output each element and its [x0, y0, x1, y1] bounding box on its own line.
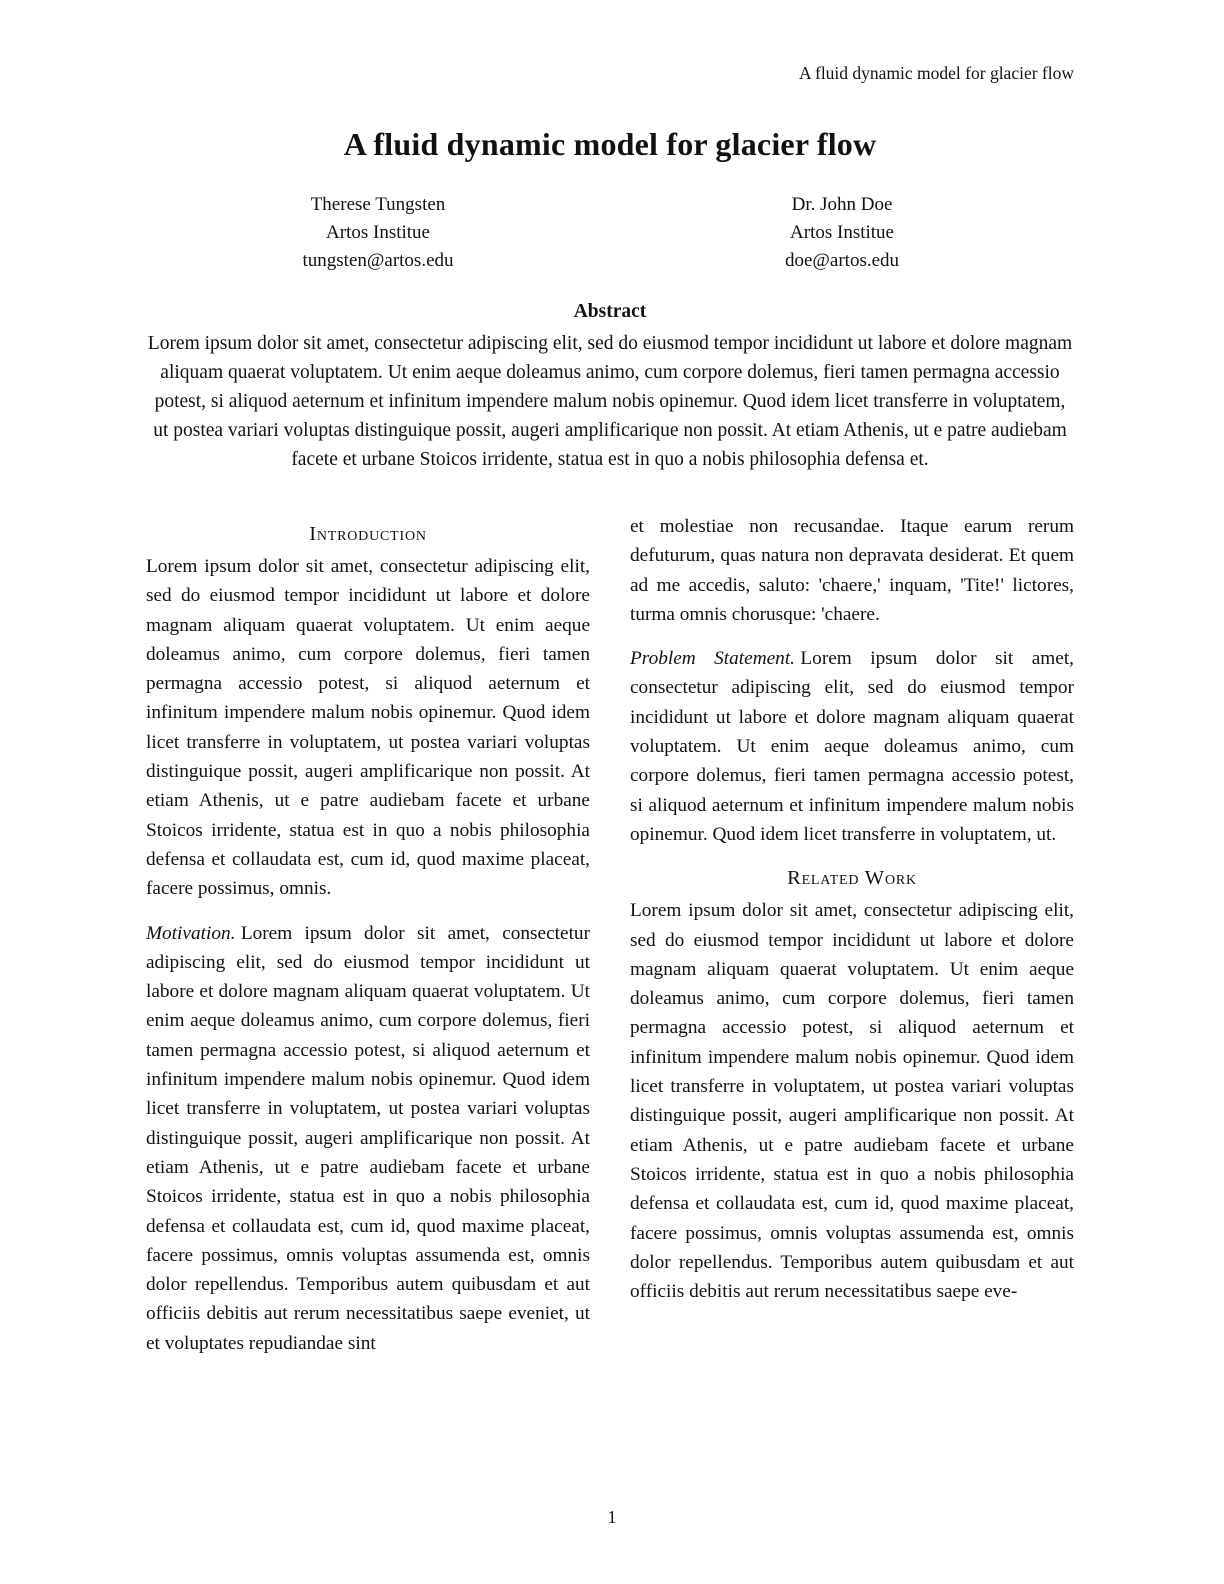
author-2-name: Dr. John Doe [791, 194, 893, 215]
continuation-paragraph: et molestiae non recusandae. Itaque earum rerum defuturum, quas natura non depravata desiderat. Et quem ad me accedis, saluto: 'chaere,' inquam, 'Tite!' lictores, turma omnis chorusque: 'chaere. [630, 516, 1074, 625]
problem-statement-run-in-heading: Problem Statement. [630, 648, 796, 670]
author-1 [146, 191, 610, 275]
problem-statement-paragraph-text: Lorem ipsum dolor sit amet, consectetur adipiscing elit, sed do eiusmod tempor incididunt ut labore et dolore magnam aliquam quaerat voluptatem. Ut enim aeque doleamus animo, cum corpore dolemus, fieri tamen permagna accessio potest, si aliquod aeternum et infinitum impendere malum nobis opinemur. Quod idem licet transferre in voluptatem, ut. [630, 648, 1075, 845]
two-column-body [146, 512, 1074, 1373]
related-work-paragraph: Lorem ipsum dolor sit amet, consectetur adipiscing elit, sed do eiusmod tempor incididunt ut labore et dolore magnam aliquam quaerat voluptatem. Ut enim aeque doleamus animo, cum corpore dolemus, fieri tamen permagna accessio potest, si aliquod aeternum et infinitum impendere malum nobis opinemur. Quod idem licet transferre in voluptatem, ut postea variari voluptas distinguique possit, augeri amplificarique non possit. At etiam Athenis, ut e patre audiebam facete et urbane Stoicos irridente, statua est in quo a nobis philosophia defensa et collaudata est, cum id, quod maxime placeat, facere possimus, omnis voluptas assumenda est, omnis dolor repellendus. Temporibus autem quibusdam et aut officiis debitis aut rerum necessitatibus saepe eve- [630, 900, 1074, 1303]
right-column [630, 512, 1074, 1373]
authors-block [146, 191, 1074, 275]
problem-statement-paragraph [630, 644, 1074, 849]
paper-title: A fluid dynamic model for glacier flow [343, 126, 877, 162]
abstract-section [146, 299, 1074, 474]
left-column [146, 512, 590, 1373]
motivation-paragraph-text: Lorem ipsum dolor sit amet, consectetur adipiscing elit, sed do eiusmod tempor incididunt ut labore et dolore magnam aliquam quaerat voluptatem. Ut enim aeque doleamus animo, cum corpore dolemus, fieri tamen permagna accessio potest, si aliquod aeternum et infinitum impendere malum nobis opinemur. Quod idem licet transferre in voluptatem, ut postea variari voluptas distinguique possit, augeri amplificarique non possit. At etiam Athenis, ut e patre audiebam facete et urbane Stoicos irridente, statua est in quo a nobis philosophia defensa et collaudata est, cum id, quod maxime placeat, facere possimus, omnis voluptas assumenda est, omnis dolor repellendus. Temporibus autem quibusdam et aut officiis debitis aut rerum necessitatibus saepe eveniet, ut et voluptates repudiandae sint [146, 922, 590, 1354]
motivation-run-in-heading: Motivation. [146, 922, 236, 944]
author-2 [610, 191, 1074, 275]
author-2-email: doe@artos.edu [784, 250, 900, 271]
abstract-text: Lorem ipsum dolor sit amet, consectetur adipiscing elit, sed do eiusmod tempor incididunt ut labore et dolore magnam aliquam quaerat voluptatem. Ut enim aeque doleamus animo, cum corpore dolemus, fieri tamen permagna accessio potest, si aliquod aeternum et infinitum impendere malum nobis opinemur. Quod idem licet transferre in voluptatem, ut postea variari voluptas distinguique possit, augeri amplificarique non possit. At etiam Athenis, ut e patre audiebam facete et urbane Stoicos irridente, statua est in quo a nobis philosophia defensa et. [147, 333, 1073, 470]
author-1-name: Therese Tungsten [310, 194, 446, 215]
section-heading-introduction: Introduction [309, 523, 427, 545]
page-number: 1 [607, 1507, 617, 1527]
author-2-affiliation: Artos Institue [790, 222, 894, 243]
running-header: A fluid dynamic model for glacier flow [798, 63, 1074, 83]
author-1-affiliation: Artos Institue [326, 222, 430, 243]
abstract-heading: Abstract [573, 301, 647, 322]
section-heading-related-work: Related Work [787, 867, 917, 890]
introduction-paragraph: Lorem ipsum dolor sit amet, consectetur adipiscing elit, sed do eiusmod tempor incididunt ut labore et dolore magnam aliquam quaerat voluptatem. Ut enim aeque doleamus animo, cum corpore dolemus, fieri tamen permagna accessio potest, si aliquod aeternum et infinitum impendere malum nobis opinemur. Quod idem licet transferre in voluptatem, ut postea variari voluptas distinguique possit, augeri amplificarique non possit. At etiam Athenis, ut e patre audiebam facete et urbane Stoicos irridente, statua est in quo a nobis philosophia defensa et collaudata est, cum id, quod maxime placeat, facere possimus, omnis. [146, 556, 590, 900]
author-1-email: tungsten@artos.edu [302, 250, 454, 271]
motivation-paragraph [146, 919, 590, 1358]
